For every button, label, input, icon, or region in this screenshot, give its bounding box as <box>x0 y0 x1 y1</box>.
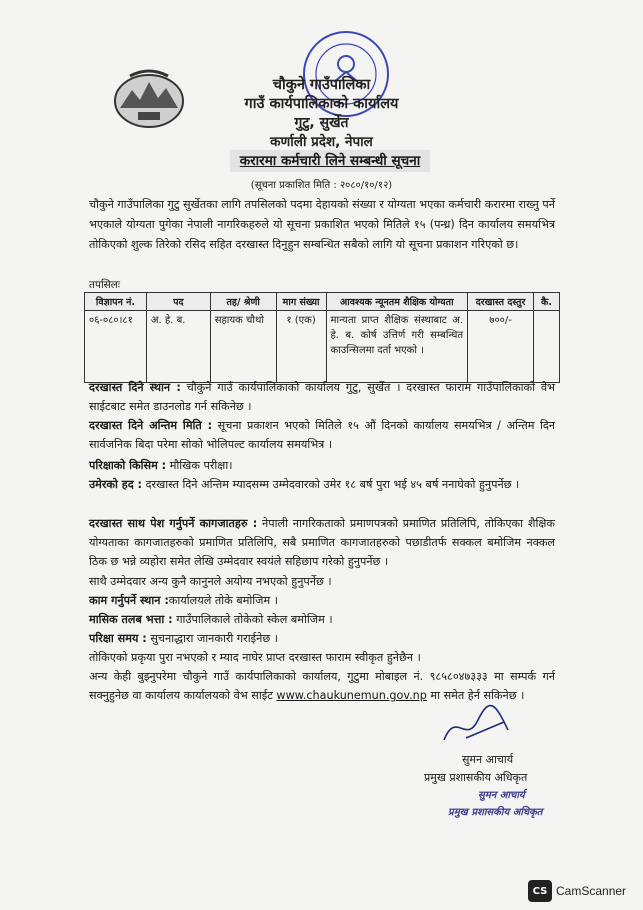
stamp-title: प्रमुख प्रशासकीय अधिकृत <box>448 807 543 818</box>
signature-scribble-icon <box>436 700 516 750</box>
cell-level: सहायक चौथो <box>210 311 276 383</box>
camscanner-watermark <box>528 880 626 902</box>
required-documents-label: दरखास्त साथ पेश गर्नुपर्ने कागजातहरु : <box>89 517 258 530</box>
application-place-text: चौकुने गाउँ कार्यपालिकाको कार्यालय गुटु, सुर्खेत । दरखास्त फाराम गाउँपालिकाको वेभ साईटबाट समेत डाउनलोड गर्न सकिनेछ । <box>89 381 555 413</box>
intro-paragraph: चौकुने गाउँपालिका गुटु सुर्खेतका लागि तपसिलको पदमा देहायको संख्या र योग्यता भएका कर्मचारी करारमा राख्नु पर्ने भएकाले योग्यता पुगेका नेपाली नागरिकहरुले यो सूचना प्रकाशित भएको मितिले १५ (पन्ध्र) दिन कार्यालय समयभित्र तोकिएको शुल्क तिरेको रसिद सहित दरखास्त दिनुहुन सम्बन्धित सबैको लागि यो सूचना प्रकाशन गरिएको छ। <box>89 198 555 251</box>
office-name: गाउँ कार्यपालिकाको कार्यालय <box>244 96 399 112</box>
col-fee: दरखास्त दस्तुर <box>468 293 534 311</box>
monthly-salary <box>89 610 555 629</box>
website-link[interactable]: www.chaukunemun.gov.np <box>276 689 427 702</box>
application-place-label: दरखास्त दिने स्थान : <box>89 381 181 394</box>
exam-type-label: परिक्षाको किसिम : <box>89 459 167 472</box>
deadline-label: दरखास्त दिने अन्तिम मिति : <box>89 419 213 432</box>
cell-remark <box>533 311 559 383</box>
col-qualification: आवश्यक न्यूनतम शैक्षिक योग्यता <box>326 293 468 311</box>
contact-text: अन्य केही बुझ्नुपरेमा चौकुने गाउँ कार्यपालिकाको कार्यालय, गुटुमा मोबाइल नं. ९८५८०४७३३३ मा सम्पर्क गर्न सक्नुहुनेछ वा कार्यालय कार्यालयको वेभ साईट <box>89 670 555 702</box>
application-place <box>89 378 555 416</box>
details-label: तपसिलः <box>89 279 121 291</box>
cell-ad-no: ०६-०८०।८१ <box>85 311 147 383</box>
published-date: (सूचना प्रकाशित मिति : २०८०/१०/१२) <box>250 180 393 191</box>
col-ad-no: विज्ञापन नं. <box>85 293 147 311</box>
table-row <box>85 311 560 383</box>
province-name: कर्णाली प्रदेश, नेपाल <box>270 134 373 150</box>
cell-count: १ (एक) <box>276 311 326 383</box>
work-place-text: कार्यालयले तोके बमोजिम । <box>168 594 278 607</box>
contact-end: मा समेत हेर्न सकिनेछ । <box>426 689 525 702</box>
stamp-name: सुमन आचार्य <box>478 790 525 801</box>
camscanner-logo-icon: CS <box>528 880 552 902</box>
age-limit-text: दरखास्त दिने अन्तिम म्यादसम्म उम्मेदवारको उमेर १८ बर्ष पुरा भई ४५ बर्ष ननाघेको हुनुपर्नेछ । <box>142 478 520 491</box>
work-place <box>89 591 555 610</box>
age-limit-label: उमेरको हद : <box>89 478 143 491</box>
rejection-note: तोकिएको प्रकृया पुरा नभएको र म्याद नाघेर प्राप्त दरखास्त फाराम स्वीकृत हुनेछैन । <box>89 651 421 664</box>
camscanner-label: CamScanner <box>556 884 627 898</box>
vacancy-table <box>84 292 560 383</box>
col-level: तह/ श्रेणी <box>210 293 276 311</box>
col-remark: कै. <box>533 293 559 311</box>
required-documents <box>89 514 555 571</box>
exam-time-label: परिक्षा समय : <box>89 632 147 645</box>
deadline-text: सूचना प्रकाशन भएको मितिले १५ औं दिनको कार्यालय समयभित्र / अन्तिम दिन सार्वजनिक बिदा परेमा सोको भोलिपल्ट कार्यालय समयभित्र । <box>89 419 555 451</box>
age-limit <box>89 475 555 494</box>
notice-title: करारमा कर्मचारी लिने सम्बन्धी सूचना <box>230 150 430 172</box>
work-place-label: काम गर्नुपर्ने स्थान : <box>89 594 169 607</box>
deadline <box>89 416 555 454</box>
signatory-name: सुमन आचार्य <box>462 753 514 766</box>
cell-post: अ. हे. ब. <box>146 311 210 383</box>
col-count: माग संख्या <box>276 293 326 311</box>
monthly-salary-label: मासिक तलब भत्ता : <box>89 613 173 626</box>
cell-fee: ७००/- <box>468 311 534 383</box>
required-documents-text: नेपाली नागरिकताको प्रमाणपत्रको प्रमाणित प्रतिलिपि, तोकिएका शैक्षिक योग्यताका कागजातहरुको प्रमाणित प्रतिलिपि, सबै प्रमाणित कागजातहरुको पछाडीतर्फ सक्कल बमोजिम नक्कल ठिक छ भन्ने व्यहोरा समेत लेखि उम्मेदवार स्वयंले सहिछाप गरेको हुनुपर्नेछ । <box>89 517 555 568</box>
exam-type-text: मौखिक परीक्षा। <box>166 459 233 472</box>
monthly-salary-text: गाउँपालिकाले तोकेको स्केल बमोजिम । <box>172 613 333 626</box>
office-location: गुटु, सुर्खेत <box>294 115 349 131</box>
signatory-title: प्रमुख प्रशासकीय अधिकृत <box>424 771 528 784</box>
eligibility-note: साथै उम्मेदवार अन्य कुनै कानुनले अयोग्य नभएको हुनुपर्नेछ । <box>89 575 332 588</box>
municipality-name: चौकुने गाउँपालिका <box>272 77 371 93</box>
cell-qualification: मान्यता प्राप्त शैक्षिक संस्थाबाट अ. हे. ब. कोर्ष उत्तिर्ण गरी सम्बन्धित काउन्सिलमा दर्ता भएको । <box>326 311 468 383</box>
exam-type <box>89 456 555 475</box>
col-post: पद <box>146 293 210 311</box>
exam-time-text: सुचनाद्धारा जानकारी गराईनेछ । <box>146 632 279 645</box>
table-header-row <box>85 293 560 311</box>
exam-time <box>89 629 555 648</box>
